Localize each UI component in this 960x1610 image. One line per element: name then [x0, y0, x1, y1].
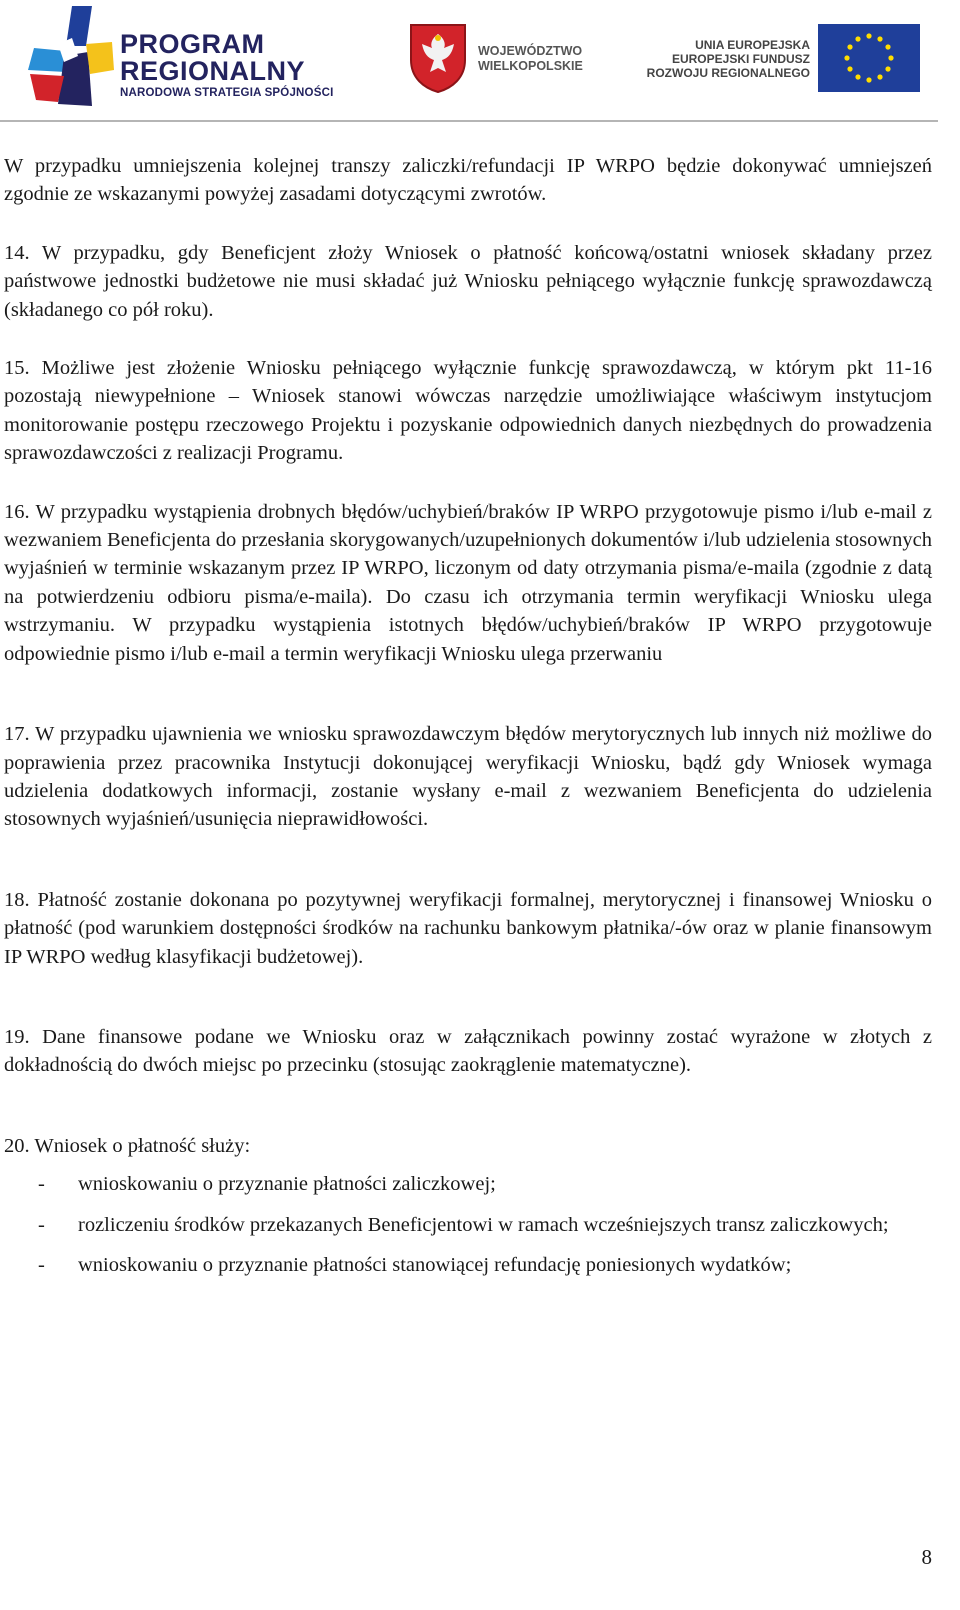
eu-flag-icon	[818, 24, 920, 92]
paragraph-14: 14. W przypadku, gdy Beneficjent złoży Wniosek o płatność końcową/ostatni wniosek składany przez państwowe jednostki budżetowe nie musi składać już Wniosku pełniącego wyłącznie funkcję sprawozdawczą (składanego co pół roku).	[4, 241, 932, 321]
page-number: 8	[921, 1545, 932, 1569]
program-regionalny-logo	[28, 4, 368, 108]
wielkopolska-crest-icon	[408, 22, 468, 94]
program-logo-line1: PROGRAM	[120, 29, 265, 59]
paragraph-19: 19. Dane finansowe podane we Wniosku oraz w załącznikach powinny zostać wyrażone w złotych z dokładnością do dwóch miejsc po przecinku (stosując zaokrąglenie matematyczne).	[4, 1025, 932, 1077]
document-body	[4, 152, 932, 1291]
list-bullet: -	[38, 1173, 45, 1196]
list-bullet: -	[38, 1213, 45, 1236]
eu-logo-line1: UNIA EUROPEJSKA	[695, 38, 810, 52]
paragraph-17: 17. W przypadku ujawnienia we wniosku sprawozdawczym błędów merytorycznych lub innych niż możliwe do poprawienia przez pracownika Instytucji dokonującej weryfikacji Wniosku, bądź gdy Wniosek wymaga udzielenia dodatkowych informacji, zostanie wysłany e-mail z wezwaniem Beneficjenta do udzielenia stosownych wyjaśnień/usunięcia nieprawidłowości.	[4, 723, 932, 831]
list-item	[4, 1251, 932, 1279]
program-logo-line3: NARODOWA STRATEGIA SPÓJNOŚCI	[120, 87, 334, 99]
purpose-list	[4, 1170, 932, 1279]
list-item-text: rozliczeniu środków przekazanych Beneficjentowi w ramach wcześniejszych transz zaliczkowych;	[78, 1213, 889, 1236]
list-item-text: wnioskowaniu o przyznanie płatności zaliczkowej;	[78, 1173, 496, 1196]
program-logo-line2: REGIONALNY	[120, 56, 306, 86]
paragraph-15: 15. Możliwe jest złożenie Wniosku pełniącego wyłącznie funkcję sprawozdawczą, w którym pkt 11-16 pozostają niewypełnione – Wniosek stanowi wówczas narzędzie umożliwiające właściwym instytucjom monitorowanie postępu rzeczowego Projektu i pozyskanie odpowiednich danych niezbędnych do prowadzenia sprawozdawczości z realizacji Programu.	[4, 357, 932, 465]
list-item	[4, 1170, 932, 1198]
list-item-text: wnioskowaniu o przyznanie płatności stanowiącej refundację poniesionych wydatków;	[78, 1253, 792, 1276]
paragraph-intro: W przypadku umniejszenia kolejnej transzy zaliczki/refundacji IP WRPO będzie dokonywać umniejszeń zgodnie ze wskazanymi powyżej zasadami dotyczącymi zwrotów.	[4, 155, 932, 206]
program-regionalny-emblem-icon	[28, 4, 118, 108]
paragraph-16: 16. W przypadku wystąpienia drobnych błędów/uchybień/braków IP WRPO przygotowuje pismo i/lub e-mail z wezwaniem Beneficjenta do przesłania skorygowanych/uzupełnionych dokumentów i/lub udzielenia stosownych wyjaśnień w terminie wskazanym przez IP WRPO, liczonym od daty otrzymania pisma/e-maila (zgodnie z datą na potwierdzeniu odbioru pisma/e-maila). Do czasu ich otrzymania termin weryfikacji Wniosku ulega wstrzymaniu. W przypadku wystąpienia istotnych błędów/uchybień/braków IP WRPO przygotowuje odpowiednie pismo i/lub e-mail a termin weryfikacji Wniosku ulega przerwaniu	[4, 500, 932, 665]
list-item	[4, 1211, 932, 1239]
paragraph-20: 20. Wniosek o płatność służy:	[4, 1134, 251, 1157]
eu-logo-line2: EUROPEJSKI FUNDUSZ	[671, 52, 810, 66]
eu-logo-line3: ROZWOJU REGIONALNEGO	[646, 66, 810, 80]
paragraph-18: 18. Płatność zostanie dokonana po pozytywnej weryfikacji formalnej, merytorycznej i finansowej Wniosku o płatność (pod warunkiem dostępności środków na rachunku bankowym płatnika/-ów oraz w planie finansowym IP WRPO według klasyfikacji budżetowej).	[4, 888, 932, 968]
header-divider	[0, 120, 938, 122]
wielkopolska-logo	[408, 22, 608, 96]
region-logo-line2: WIELKOPOLSKIE	[478, 59, 583, 73]
list-bullet: -	[38, 1253, 45, 1276]
region-logo-line1: WOJEWÓDZTWO	[478, 44, 583, 58]
eu-fund-logo	[640, 24, 920, 94]
page-header	[0, 0, 960, 128]
